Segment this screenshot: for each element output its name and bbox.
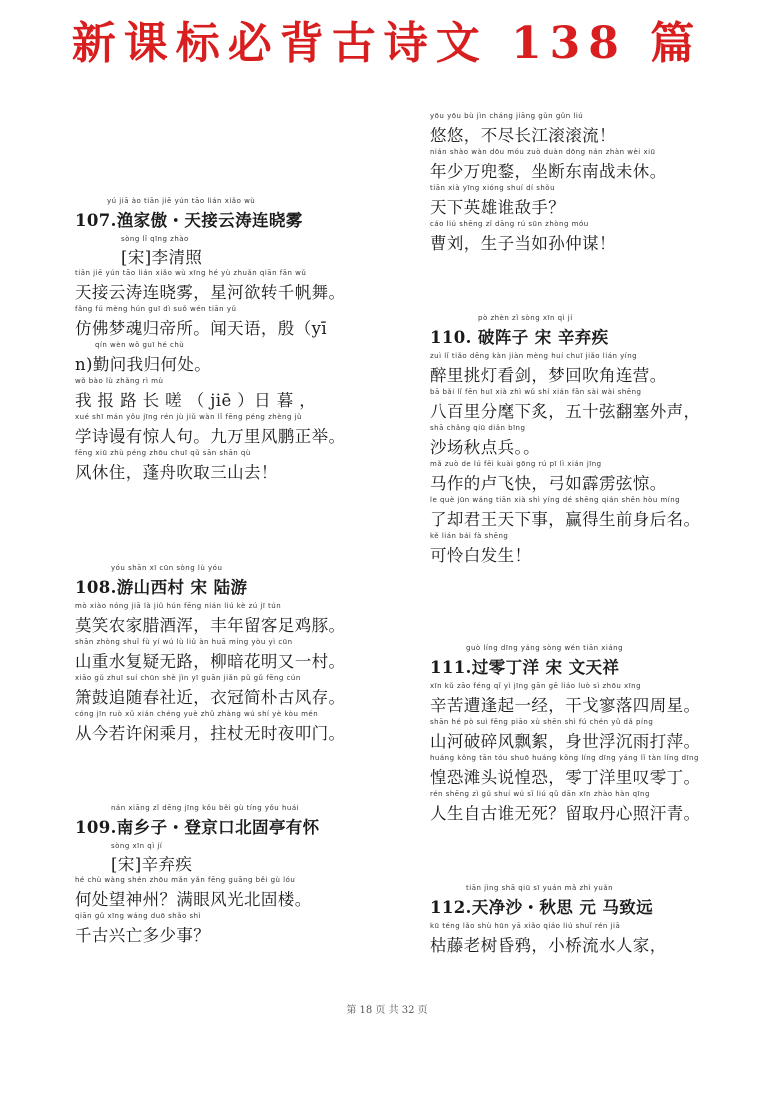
- poem-title: 111.过零丁洋 宋 文天祥: [430, 658, 620, 677]
- pinyin: mǎ zuò de lú fēi kuài gōng rú pī lì xián jīng: [430, 460, 602, 468]
- verse-line: [430, 530, 760, 566]
- verse-text: 莫笑农家腊酒浑，丰年留客足鸡豚。: [75, 616, 346, 635]
- poem-title-row: [430, 310, 760, 350]
- poem-112: [430, 880, 760, 956]
- verse-text: 天接云涛连晓雾，星河欲转千帆舞。: [75, 283, 346, 302]
- verse-line: [75, 375, 405, 411]
- pinyin: qín wèn wǒ guī hé chù: [95, 341, 185, 349]
- poem-title: 108.游山西村 宋 陆游: [75, 578, 248, 597]
- poem-111: [430, 640, 760, 824]
- verse-text: 八百里分麾下炙，五十弦翻塞外声，: [430, 402, 701, 421]
- poem-title-row: [75, 560, 405, 600]
- verse-line: [430, 422, 760, 458]
- pinyin: xué shī mán yǒu jīng rén jù jiǔ wàn lǐ fēng péng zhèng jǔ: [75, 413, 302, 421]
- pinyin: yóu shān xī cūn sòng lù yóu: [111, 564, 223, 572]
- poem-109: [75, 800, 405, 946]
- verse-line: [430, 146, 760, 182]
- pinyin: shān hé pò suì fēng piāo xù shēn shì fú chén yǔ dǎ píng: [430, 718, 654, 726]
- verse-line: [430, 716, 760, 752]
- pinyin: yōu yōu bù jìn cháng jiāng gǔn gǔn liú: [430, 112, 584, 120]
- verse-text: 仿佛梦魂归帝所。闻天语，殷（yī: [75, 319, 327, 338]
- pinyin: tiān xià yīng xióng shuí dí shǒu: [430, 184, 556, 192]
- pinyin: shān zhòng shuǐ fù yí wú lù liǔ àn huā míng yòu yì cūn: [75, 638, 293, 646]
- pinyin: pò zhèn zǐ sòng xīn qì jí: [478, 314, 573, 322]
- verse-text: 马作的卢飞快，弓如霹雳弦惊。: [430, 474, 667, 493]
- poem-title: 112.天净沙・秋思 元 马致远: [430, 898, 654, 917]
- verse-text: 了却君王天下事，赢得生前身后名。: [430, 510, 701, 529]
- pinyin: xīn kǔ zāo féng qǐ yì jīng gān gē liáo luò sì zhōu xīng: [430, 682, 642, 690]
- verse-line: [430, 218, 760, 254]
- verse-line: [75, 447, 405, 483]
- poem-title: 107.渔家傲・天接云涛连晓雾: [75, 211, 303, 230]
- verse-line: [75, 303, 405, 339]
- verse-text: 枯藤老树昏鸦，小桥流水人家，: [430, 936, 667, 955]
- verse-line: [430, 458, 760, 494]
- verse-text: 年少万兜鍪，坐断东南战未休。: [430, 162, 667, 181]
- verse-text: 山重水复疑无路，柳暗花明又一村。: [75, 652, 346, 671]
- verse-line: [430, 920, 760, 956]
- pinyin: nián shào wàn dōu móu zuò duàn dōng nán zhàn wèi xiū: [430, 148, 656, 156]
- pinyin: bā bǎi lǐ fēn huī xià zhì wǔ shí xián fān sài wài shēng: [430, 388, 642, 396]
- verse-text: n)勤问我归何处。: [75, 355, 212, 374]
- poem-title-row: [75, 193, 405, 233]
- pinyin: sòng lǐ qīng zhào: [121, 235, 189, 243]
- pinyin: kě lián bái fà shēng: [430, 532, 509, 540]
- pinyin: zuì lǐ tiǎo dēng kàn jiàn mèng huí chuī jiǎo lián yíng: [430, 352, 638, 360]
- pinyin: hé chù wàng shén zhōu mǎn yǎn fēng guāng běi gù lóu: [75, 876, 296, 884]
- poem-title-row: [75, 800, 405, 840]
- pinyin: yú jiā ào tiān jiē yún tāo lián xiǎo wù: [107, 197, 256, 205]
- poem-title-row: [430, 880, 760, 920]
- verse-text: 沙场秋点兵。。: [430, 438, 541, 457]
- verse-line: [430, 110, 760, 146]
- verse-text: 曹刘，生子当如孙仲谋！: [430, 234, 616, 253]
- pinyin: qiān gǔ xīng wáng duō shǎo shì: [75, 912, 202, 920]
- pinyin: huáng kǒng tān tóu shuō huáng kǒng líng dīng yáng lǐ tàn líng dīng: [430, 754, 699, 762]
- verse-text: 辛苦遭逢起一经，干戈寥落四周星。: [430, 696, 701, 715]
- verse-line: [430, 350, 760, 386]
- poem-108: [75, 560, 405, 744]
- pinyin: xiāo gǔ zhuī suí chūn shè jìn yī guān jiǎn pǔ gǔ fēng cún: [75, 674, 301, 682]
- verse-text: 从今若许闲乘月，拄杖无时夜叩门。: [75, 724, 346, 743]
- document-title: 新课标必背古诗文 138 篇: [71, 18, 703, 69]
- verse-text: 可怜白发生！: [430, 546, 532, 565]
- verse-line: [75, 910, 405, 946]
- pinyin: fēng xiū zhù péng zhōu chuī qǔ sān shān qù: [75, 449, 251, 457]
- verse-line: [75, 600, 405, 636]
- poem-title-row: [430, 640, 760, 680]
- verse-text: 人生自古谁无死？留取丹心照汗青。: [430, 804, 701, 823]
- poem-author-row: [75, 233, 405, 267]
- pinyin: tiān jiē yún tāo lián xiǎo wù xīng hé yù zhuǎn qiān fān wǔ: [75, 269, 307, 277]
- verse-text: 风休住，蓬舟吹取三山去！: [75, 463, 278, 482]
- pinyin: nán xiāng zǐ dēng jīng kǒu běi gù tíng yǒu huái: [111, 804, 300, 812]
- verse-text: 箫鼓追随春社近，衣冠简朴古风存。: [75, 688, 346, 707]
- verse-line: [430, 788, 760, 824]
- verse-line: [75, 339, 405, 375]
- verse-text: 悠悠，不尽长江滚滚流！: [430, 126, 616, 145]
- verse-text: 千古兴亡多少事？: [75, 926, 211, 945]
- pinyin: kū téng lǎo shù hūn yā xiǎo qiáo liú shuǐ rén jiā: [430, 922, 621, 930]
- pinyin: tiān jìng shā qiū sī yuán mǎ zhì yuǎn: [466, 884, 614, 892]
- poem-author: [宋]李清照: [121, 248, 203, 267]
- verse-line: [75, 411, 405, 447]
- verse-text: 醉里挑灯看剑，梦回吹角连营。: [430, 366, 667, 385]
- poem-author: [宋]辛弃疾: [111, 855, 193, 874]
- pinyin: shā chǎng qiū diǎn bīng: [430, 424, 526, 432]
- verse-text: 学诗谩有惊人句。九万里风鹏正举。: [75, 427, 346, 446]
- verse-text: 惶恐滩头说惶恐，零丁洋里叹零丁。: [430, 768, 701, 787]
- poem-110: [430, 310, 760, 566]
- verse-line: [430, 182, 760, 218]
- pinyin: mò xiào nóng jiā là jiǔ hún fēng nián liú kè zú jī tún: [75, 602, 282, 610]
- pinyin: guò líng dīng yáng sòng wén tiān xiáng: [466, 644, 624, 652]
- verse-line: [75, 708, 405, 744]
- page-number: 第 18 页 共 32 页: [346, 1005, 428, 1016]
- pinyin: cáo liú shēng zǐ dāng rú sūn zhòng móu: [430, 220, 589, 228]
- verse-text: 山河破碎风飘絮，身世浮沉雨打萍。: [430, 732, 701, 751]
- verse-line: [430, 494, 760, 530]
- poem-title: 109.南乡子・登京口北固亭有怀: [75, 818, 320, 837]
- verse-line: [75, 636, 405, 672]
- pinyin: wǒ bào lù zhǎng rì mù: [75, 377, 164, 385]
- verse-text: 何处望神州？满眼风光北固楼。: [75, 890, 312, 909]
- verse-line: [430, 752, 760, 788]
- pinyin: sòng xīn qì jí: [111, 842, 163, 850]
- poem-107: [75, 193, 405, 483]
- poem-author-row: [75, 840, 405, 874]
- verse-line: [75, 267, 405, 303]
- pinyin: fǎng fú mèng hún guī dì suǒ wén tiān yǔ: [75, 305, 237, 313]
- pinyin: rén shēng zì gǔ shuí wú sǐ liú qǔ dān xīn zhào hàn qīng: [430, 790, 650, 798]
- verse-text: 我 报 路 长 嗟 （ jiē ）日 暮 ，: [75, 391, 317, 410]
- verse-line: [75, 874, 405, 910]
- poem-title: 110. 破阵子 宋 辛弃疾: [430, 328, 609, 347]
- verse-line: [430, 386, 760, 422]
- verse-line: [430, 680, 760, 716]
- verse-text: 天下英雄谁敌手？: [430, 198, 566, 217]
- pinyin: cóng jīn ruò xǔ xián chéng yuè zhǔ zhàng wú shí yè kòu mén: [75, 710, 319, 718]
- verse-line: [75, 672, 405, 708]
- poem-109-continued: [430, 110, 760, 254]
- pinyin: le què jūn wáng tiān xià shì yíng dé shēng qián shēn hòu míng: [430, 496, 681, 504]
